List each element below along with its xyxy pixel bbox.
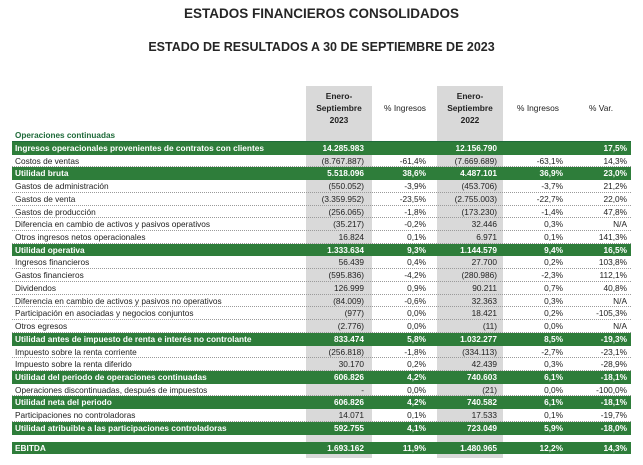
row-pct-2022: -2,7% [541, 346, 563, 357]
row-value-2023: (84.009) [333, 295, 364, 306]
row-var: 40,8% [603, 282, 627, 293]
table-row [12, 256, 631, 269]
row-value-2022: (173.230) [461, 206, 497, 217]
row-label: EBITDA [15, 442, 46, 453]
row-label: Diferencia en cambio de activos y pasivos no operativos [15, 295, 222, 306]
row-pct-2022: -63,1% [536, 155, 563, 166]
row-value-2022: 1.480.965 [460, 442, 497, 453]
subtotal-row [12, 142, 631, 155]
row-value-2022: 32.446 [471, 219, 497, 230]
header-2023 [306, 90, 372, 126]
row-pct-2022: 0,3% [544, 295, 563, 306]
row-value-2022: 42.439 [471, 359, 497, 370]
row-value-2023: (256.065) [328, 206, 364, 217]
row-label: Impuesto sobre la renta corriente [15, 346, 137, 357]
row-var: -18,1% [600, 371, 627, 382]
row-pct-2022: 0,3% [544, 219, 563, 230]
row-label: Costos de ventas [15, 155, 80, 166]
row-label: Operaciones discontinuadas, después de impuestos [15, 384, 208, 395]
header-2023-line1: Enero- [325, 91, 353, 101]
row-pct-2023: 0,0% [407, 308, 426, 319]
row-pct-2022: -2,3% [541, 270, 563, 281]
row-label: Impuesto sobre la renta diferido [15, 359, 132, 370]
row-value-2022: 740.603 [467, 371, 497, 382]
row-pct-2023: 5,8% [407, 333, 426, 344]
row-value-2022: 4.487.101 [460, 168, 497, 179]
row-value-2023: 606.826 [334, 397, 364, 408]
row-value-2022: 1.144.579 [460, 244, 497, 255]
row-pct-2022: 0,3% [544, 359, 563, 370]
row-value-2022: (21) [482, 384, 497, 395]
subtotal-row [12, 244, 631, 257]
row-value-2022: 27.700 [471, 257, 497, 268]
table-row [12, 346, 631, 359]
table-row [12, 384, 631, 397]
row-value-2022: 18.421 [471, 308, 497, 319]
row-pct-2023: -23,5% [399, 193, 426, 204]
row-var: 16,5% [603, 244, 627, 255]
row-pct-2023: 0,2% [407, 359, 426, 370]
header-2022-line3: 2022 [460, 115, 480, 125]
row-label: Utilidad antes de impuesto de renta e interés no controlante [15, 333, 252, 344]
header-2022-line2: Septiembre [447, 103, 493, 113]
row-label: Gastos de venta [15, 193, 76, 204]
table-row [12, 282, 631, 295]
row-value-2022: 32.363 [471, 295, 497, 306]
ebitda-row [12, 442, 631, 455]
header-2022 [437, 90, 503, 126]
row-pct-2023: 0,0% [407, 384, 426, 395]
row-var: N/A [613, 295, 627, 306]
row-pct-2022: -3,7% [541, 181, 563, 192]
row-var: 17,5% [603, 143, 627, 153]
row-pct-2023: -1,8% [404, 206, 426, 217]
table-row [12, 155, 631, 168]
row-label: Otros ingresos netos operacionales [15, 232, 146, 243]
row-value-2023: (595.836) [328, 270, 364, 281]
row-pct-2022: 0,0% [544, 321, 563, 332]
row-label: Participación en asociadas y negocios conjuntos [15, 308, 194, 319]
row-var: 47,8% [603, 206, 627, 217]
row-pct-2023: 9,3% [407, 244, 426, 255]
row-var: 14,3% [603, 155, 627, 166]
row-value-2022: 1.032.277 [460, 333, 497, 344]
row-pct-2023: 0,1% [407, 410, 426, 421]
row-var: -105,3% [596, 308, 627, 319]
row-label: Utilidad del periodo de operaciones continuadas [15, 371, 207, 382]
row-pct-2022: 8,5% [544, 333, 563, 344]
row-value-2023: (256.818) [328, 346, 364, 357]
row-label: Utilidad bruta [15, 168, 69, 179]
row-label: Participaciones no controladoras [15, 410, 136, 421]
row-pct-2023: 0,1% [407, 232, 426, 243]
row-value-2023: (977) [344, 308, 364, 319]
row-var: 103,8% [598, 257, 627, 268]
report-title: ESTADOS FINANCIEROS CONSOLIDADOS [183, 6, 460, 21]
row-value-2022: (334.113) [462, 346, 497, 357]
row-pct-2022: 12,2% [539, 442, 563, 453]
row-pct-2022: 0,1% [544, 232, 563, 243]
row-var: -28,9% [600, 359, 627, 370]
table-row [12, 193, 631, 206]
row-value-2023: 1.693.162 [327, 442, 364, 453]
table-row [12, 320, 631, 333]
row-value-2022: 6.971 [476, 232, 497, 243]
row-value-2022: 12.156.790 [455, 143, 497, 153]
row-var: -23,1% [600, 346, 627, 357]
table-row [12, 269, 631, 282]
header-var [572, 102, 630, 114]
row-pct-2023: 4,2% [407, 397, 426, 408]
row-pct-2022: 0,0% [544, 384, 563, 395]
row-label: Ingresos operacionales provenientes de contratos con clientes [15, 143, 264, 153]
header-var-label: % Var. [588, 103, 614, 113]
row-value-2023: 592.755 [334, 422, 364, 433]
row-var: -19,3% [600, 333, 627, 344]
header-pct-2023 [374, 102, 436, 114]
row-pct-2023: 0,0% [407, 321, 426, 332]
row-pct-2022: 6,1% [544, 397, 563, 408]
row-pct-2023: -3,9% [404, 181, 426, 192]
row-var: -18,0% [600, 422, 627, 433]
row-pct-2022: 0,7% [544, 282, 563, 293]
header-2023-line2: Septiembre [316, 103, 362, 113]
row-pct-2023: -0,6% [404, 295, 426, 306]
row-var: -19,7% [600, 410, 627, 421]
row-value-2023: 56.439 [338, 257, 364, 268]
row-value-2023: 606.826 [334, 371, 364, 382]
row-value-2023: 16.824 [338, 232, 364, 243]
row-value-2022: (280.986) [461, 270, 497, 281]
row-label: Gastos de administración [15, 181, 109, 192]
table-row [12, 231, 631, 244]
row-pct-2023: 4,1% [407, 422, 426, 433]
row-pct-2022: 5,9% [544, 422, 563, 433]
row-var: 141,3% [598, 232, 627, 243]
header-pct-2022-label: % Ingresos [517, 103, 559, 113]
table-row [12, 358, 631, 371]
row-pct-2023: -0,2% [404, 219, 426, 230]
row-pct-2023: 0,9% [407, 282, 426, 293]
row-pct-2022: 0,1% [544, 410, 563, 421]
row-pct-2022: 0,2% [544, 257, 563, 268]
row-label: Utilidad operativa [15, 244, 85, 255]
table-body [12, 142, 631, 435]
header-2022-line1: Enero- [456, 91, 484, 101]
row-pct-2023: 0,4% [407, 257, 426, 268]
row-pct-2023 [372, 142, 426, 155]
subtotal-row [12, 333, 631, 346]
row-value-2023: 5.518.096 [327, 168, 364, 179]
row-value-2023: - [361, 384, 364, 395]
row-value-2023: (3.359.952) [321, 193, 364, 204]
row-value-2023: 126.999 [334, 282, 364, 293]
row-value-2023: 833.474 [334, 333, 364, 344]
subtotal-row [12, 396, 631, 409]
row-value-2023: (35.217) [333, 219, 364, 230]
row-var: N/A [613, 219, 627, 230]
row-label: Otros egresos [15, 321, 68, 332]
row-value-2022: 17.533 [471, 410, 497, 421]
table-row [12, 206, 631, 219]
row-value-2023: (2.776) [337, 321, 364, 332]
row-var: 23,0% [603, 168, 627, 179]
row-pct-2022 [507, 142, 563, 155]
row-value-2023: 30.170 [338, 359, 364, 370]
section-label: Operaciones continuadas [12, 130, 631, 142]
row-value-2022: 723.049 [467, 422, 497, 433]
row-pct-2022: 9,4% [544, 244, 563, 255]
row-pct-2023: 38,6% [402, 168, 426, 179]
row-var: 21,2% [603, 181, 627, 192]
row-pct-2022: -1,4% [541, 206, 563, 217]
row-label: Gastos de producción [15, 206, 96, 217]
row-label: Gastos financieros [15, 270, 84, 281]
row-pct-2023: 4,2% [407, 371, 426, 382]
row-label: Ingresos financieros [15, 257, 90, 268]
subtotal-row [12, 371, 631, 384]
row-value-2022: (11) [482, 321, 497, 332]
subtotal-row [12, 167, 631, 180]
row-var: 14,3% [603, 442, 627, 453]
table-row [12, 307, 631, 320]
row-pct-2022: 6,1% [544, 371, 563, 382]
row-value-2022: (453.706) [461, 181, 497, 192]
table-row [12, 409, 631, 422]
row-pct-2023: 11,9% [402, 442, 426, 453]
header-2023-line3: 2023 [329, 115, 349, 125]
subtotal-row [12, 422, 631, 435]
row-pct-2023: -4,2% [404, 270, 426, 281]
row-value-2023: (8.767.887) [321, 155, 364, 166]
row-value-2023: 1.333.634 [327, 244, 364, 255]
row-pct-2023: -61,4% [399, 155, 426, 166]
row-label: Diferencia en cambio de activos y pasivos operativos [15, 219, 211, 230]
row-var: -18,1% [600, 397, 627, 408]
row-value-2023: (550.052) [328, 181, 364, 192]
income-statement-table [12, 130, 631, 454]
row-pct-2022: -22,7% [536, 193, 563, 204]
row-var: -100,0% [596, 384, 627, 395]
row-value-2022: (2.755.003) [454, 193, 497, 204]
row-label: Utilidad neta del periodo [15, 397, 112, 408]
row-var: 22,0% [603, 193, 627, 204]
row-pct-2022: 0,2% [544, 308, 563, 319]
row-pct-2023: -1,8% [404, 346, 426, 357]
row-value-2023: 14.071 [338, 410, 364, 421]
row-label: Utilidad atribuible a las participaciones controladoras [15, 422, 227, 433]
row-var: 112,1% [599, 270, 627, 281]
row-label: Dividendos [15, 282, 57, 293]
header-pct-2023-label: % Ingresos [384, 103, 426, 113]
row-value-2022: (7.669.689) [454, 155, 497, 166]
row-value-2022: 90.211 [472, 282, 497, 293]
header-pct-2022 [507, 102, 569, 114]
row-value-2023: 14.285.983 [322, 143, 364, 153]
row-pct-2022: 36,9% [539, 168, 563, 179]
table-row [12, 180, 631, 193]
spacer [12, 435, 631, 442]
row-var: N/A [613, 321, 627, 332]
report-subtitle: ESTADO DE RESULTADOS A 30 DE SEPTIEMBRE DE 2023 [148, 40, 495, 54]
row-value-2022: 740.582 [467, 397, 497, 408]
table-row [12, 218, 631, 231]
table-row [12, 295, 631, 308]
